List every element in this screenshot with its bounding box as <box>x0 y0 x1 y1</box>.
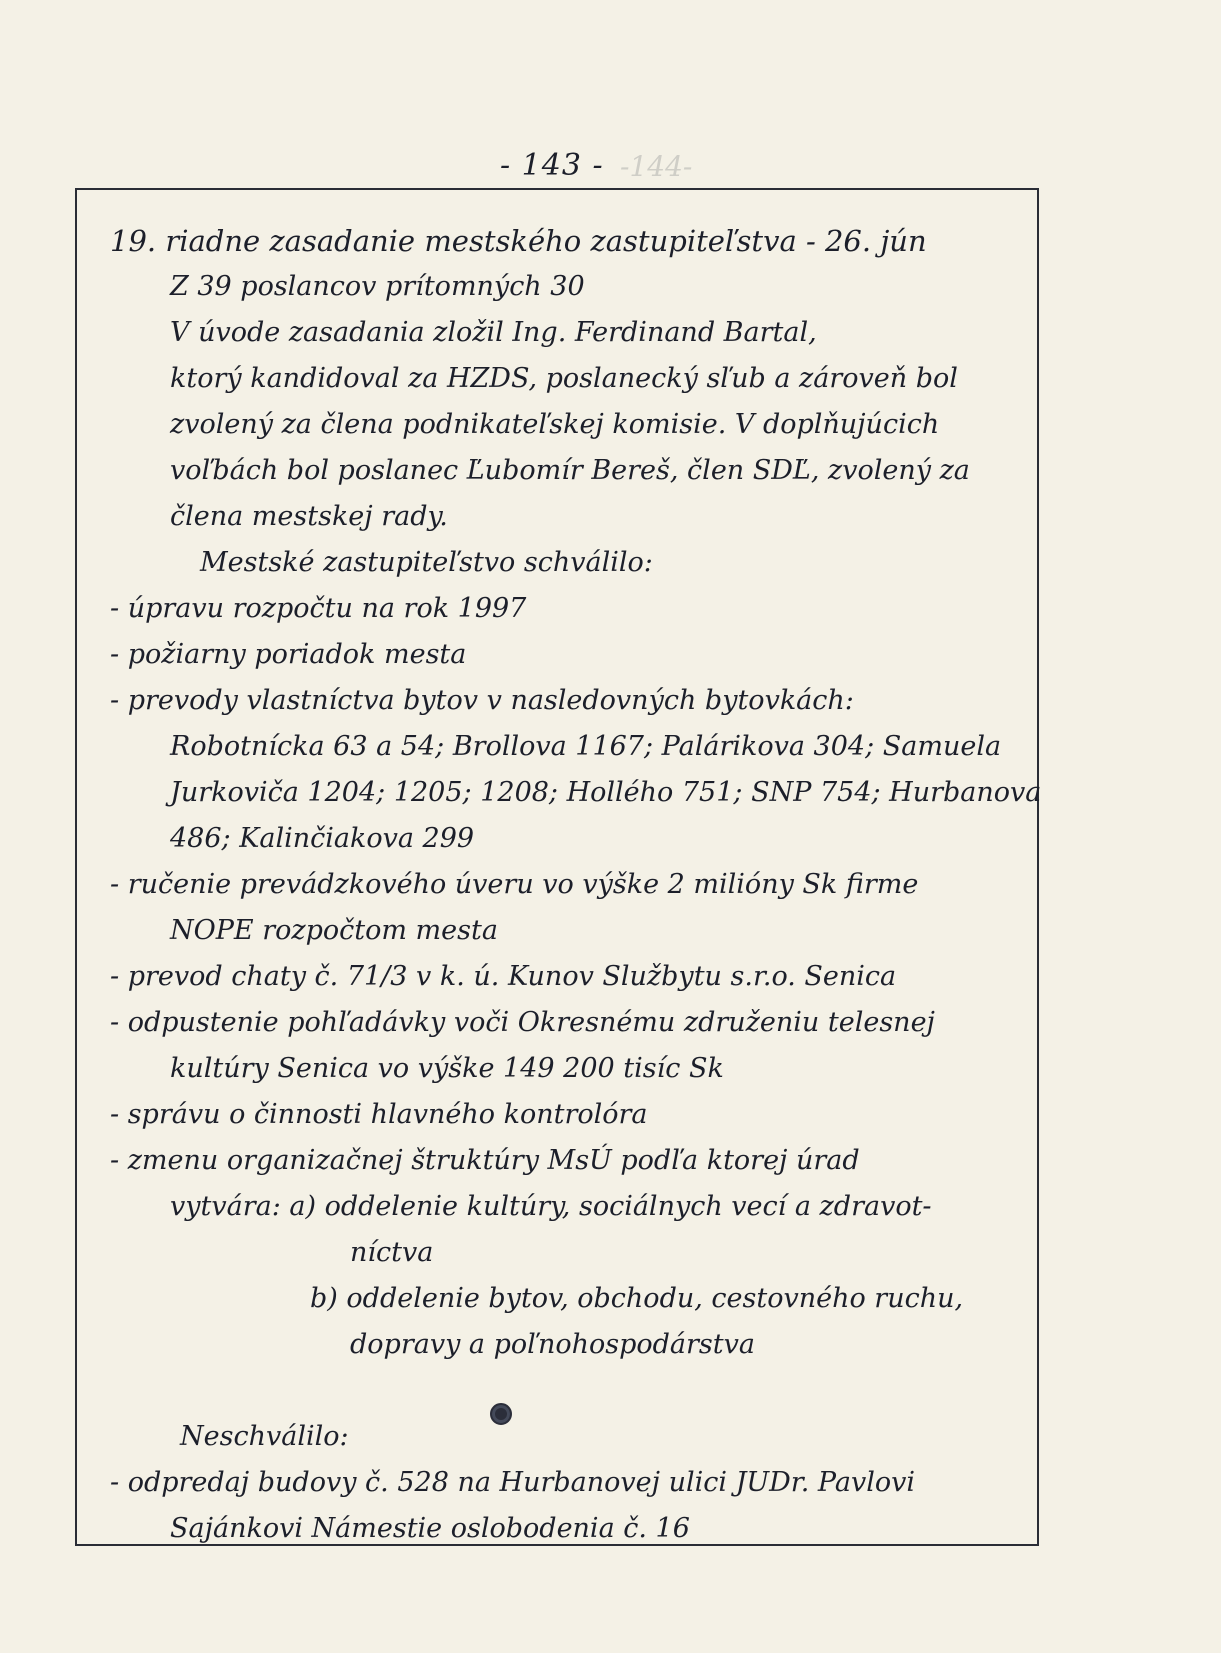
page-number: - 143 - <box>500 148 604 183</box>
text-line: Jurkoviča 1204; 1205; 1208; Hollého 751; SNP 754; Hurbanova <box>170 777 1042 808</box>
text-line: - odpredaj budovy č. 528 na Hurbanovej ulici JUDr. Pavlovi <box>110 1467 915 1498</box>
text-line: člena mestskej rady. <box>170 501 448 532</box>
text-line: b) oddelenie bytov, obchodu, cestovného ruchu, <box>310 1283 964 1314</box>
text-line: - prevod chaty č. 71/3 v k. ú. Kunov Službytu s.r.o. Senica <box>110 961 897 992</box>
text-line: - prevody vlastníctva bytov v nasledovných bytovkách: <box>110 685 854 716</box>
text-line: NOPE rozpočtom mesta <box>170 915 498 946</box>
text-line: dopravy a poľnohospodárstva <box>350 1329 755 1360</box>
document-body <box>110 218 1042 1552</box>
text-line: 486; Kalinčiakova 299 <box>170 823 475 854</box>
text-line: Robotnícka 63 a 54; Brollova 1167; Palárikova 304; Samuela <box>170 731 1002 762</box>
text-line: níctva <box>350 1237 434 1268</box>
text-line: Z 39 poslancov prítomných 30 <box>170 271 585 302</box>
text-line: Sajánkovi Námestie oslobodenia č. 16 <box>170 1513 690 1544</box>
text-line: Mestské zastupiteľstvo schválilo: <box>200 547 653 578</box>
text-line: ktorý kandidoval za HZDS, poslanecký sľub a zároveň bol <box>170 363 958 394</box>
text-line: - ručenie prevádzkového úveru vo výške 2 milióny Sk firme <box>110 869 919 900</box>
bleed-through-page-number: -144- <box>620 150 693 183</box>
ink-stamp-dot <box>490 1403 512 1425</box>
text-line: zvolený za člena podnikateľskej komisie. V doplňujúcich <box>170 409 940 440</box>
text-line: voľbách bol poslanec Ľubomír Bereš, člen SDĽ, zvolený za <box>170 455 970 486</box>
text-line: - úpravu rozpočtu na rok 1997 <box>110 593 527 624</box>
not-approved-heading: Neschválilo: <box>180 1421 349 1452</box>
text-line: kultúry Senica vo výške 149 200 tisíc Sk <box>170 1053 724 1084</box>
text-line: - zmenu organizačnej štruktúry MsÚ podľa ktorej úrad <box>110 1145 860 1176</box>
text-line: - požiarny poriadok mesta <box>110 639 467 670</box>
text-line: V úvode zasadania zložil Ing. Ferdinand Bartal, <box>170 317 817 348</box>
not-approved-list <box>110 1460 1030 1552</box>
text-line: vytvára: a) oddelenie kultúry, sociálnych vecí a zdravot- <box>170 1191 932 1222</box>
resolution-list <box>110 218 1042 1368</box>
text-line: - správu o činnosti hlavného kontrolóra <box>110 1099 648 1130</box>
session-heading: 19. riadne zasadanie mestského zastupiteľstva - 26. jún <box>110 224 927 258</box>
text-line: - odpustenie pohľadávky voči Okresnému združeniu telesnej <box>110 1007 935 1038</box>
